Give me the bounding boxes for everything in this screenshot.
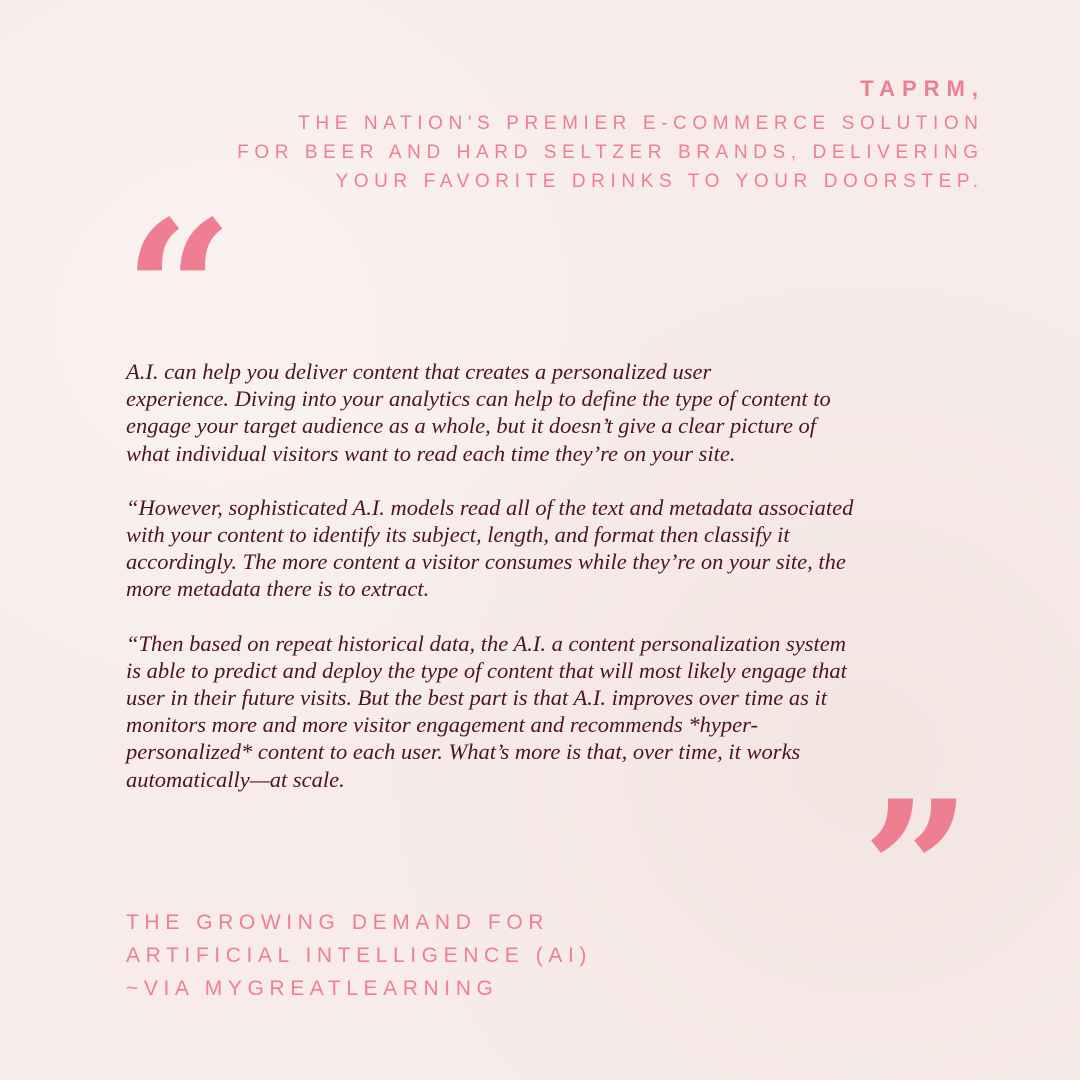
tagline-line: YOUR FAVORITE DRINKS TO YOUR DOORSTEP. bbox=[335, 171, 984, 192]
source-attribution bbox=[126, 906, 592, 1005]
header-block bbox=[237, 76, 985, 196]
tagline-line: FOR BEER AND HARD SELTZER BRANDS, DELIVERING bbox=[237, 142, 984, 163]
attribution-line: THE GROWING DEMAND FOR bbox=[126, 911, 550, 934]
quote-paragraph: A.I. can help you deliver content that creates a personalized user experience. Diving into your analytics can help to define the type of content to engage your target audience as a whole, but it doesn’t give a clear picture of what individual visitors want to read each time they’re on your site. bbox=[126, 359, 831, 466]
close-quote-icon: ” bbox=[862, 759, 972, 982]
brand-name: TAPRM, bbox=[860, 76, 985, 101]
attribution-line: ARTIFICIAL INTELLIGENCE (AI) bbox=[126, 944, 593, 967]
open-quote-icon: “ bbox=[124, 179, 234, 402]
quote-paragraph: “However, sophisticated A.I. models read all of the text and metadata associated with your content to identify its subject, length, and format then classify it accordingly. The more content a visitor consumes while they’re on your site, the more metadata there is to extract. bbox=[126, 494, 854, 602]
quote-paragraph: “Then based on repeat historical data, the A.I. a content personalization system is able to predict and deploy the type of content that will most likely engage that user in their future visits. But the best part is that A.I. improves over time as it monitors more and more visitor engagement and recommends *hyper- personalized* content to each user. What’s more is that, over time, it works automatically—at scale. bbox=[126, 630, 847, 792]
quote-body bbox=[126, 358, 966, 820]
tagline-line: THE NATION'S PREMIER E-COMMERCE SOLUTION bbox=[298, 113, 984, 134]
brand-tagline bbox=[237, 109, 984, 196]
attribution-line: ~VIA MYGREATLEARNING bbox=[126, 977, 499, 1000]
